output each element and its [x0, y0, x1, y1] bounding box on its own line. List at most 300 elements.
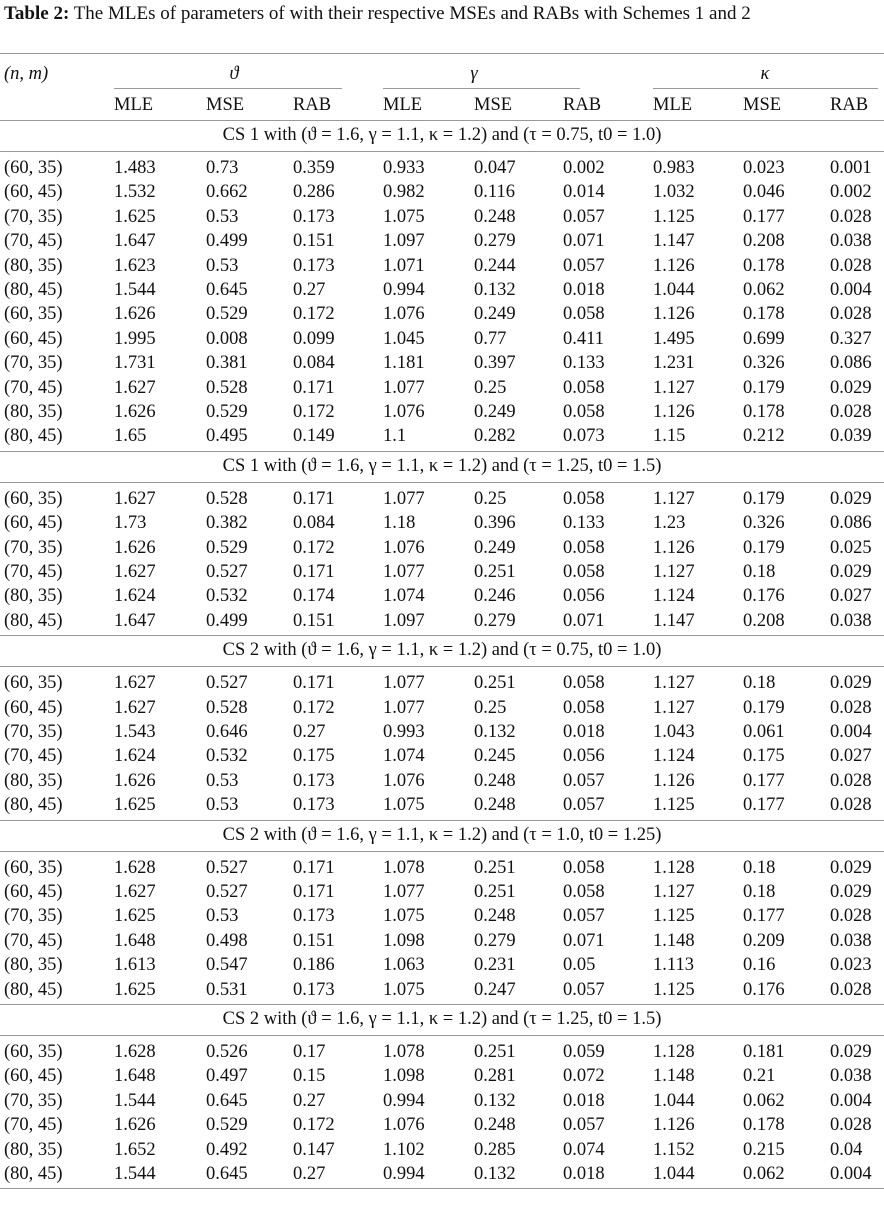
row-label: (80, 45)	[4, 426, 63, 447]
table-cell: 0.397	[474, 353, 516, 374]
table-cell: 0.699	[743, 328, 785, 349]
table-cell: 1.623	[114, 255, 156, 276]
table-cell: 0.245	[474, 746, 516, 767]
table-cell: 0.002	[563, 158, 605, 178]
table-cell: 0.176	[743, 586, 785, 607]
table-cell: 0.004	[830, 1164, 872, 1184]
table-cell: 0.028	[830, 255, 872, 276]
table-cell: 0.027	[830, 586, 872, 607]
table-cell: 0.058	[563, 697, 605, 718]
table-cell: 1.075	[383, 979, 425, 1000]
table-cell: 0.086	[830, 353, 872, 374]
table-cell: 0.396	[474, 513, 516, 534]
row-label: (70, 35)	[4, 537, 63, 558]
table-cell: 0.171	[293, 562, 335, 582]
table-cell: 1.125	[653, 979, 695, 1000]
table-cell: 0.179	[743, 488, 785, 509]
table-cell: 0.53	[206, 795, 239, 816]
row-label: (60, 35)	[4, 488, 63, 509]
row-label: (70, 35)	[4, 353, 63, 374]
table-cell: 1.624	[114, 746, 156, 767]
table-cell: 0.039	[830, 426, 872, 447]
table-cell: 0.132	[474, 722, 516, 742]
table-cell: 0.21	[743, 1066, 776, 1087]
table-cell: 0.176	[743, 979, 785, 1000]
table-cell: 0.171	[293, 857, 335, 878]
section-rule	[0, 151, 884, 152]
table-cell: 0.249	[474, 402, 516, 422]
table-cell: 0.547	[206, 955, 248, 976]
table-cell: 0.046	[743, 182, 785, 203]
section-rule	[0, 1004, 884, 1005]
table-cell: 1.063	[383, 955, 425, 976]
row-label: (80, 35)	[4, 955, 63, 976]
table-cell: 0.028	[830, 979, 872, 1000]
table-cell: 0.498	[206, 930, 248, 951]
table-cell: 1.128	[653, 857, 695, 878]
table-cell: 1.077	[383, 488, 425, 509]
section-rule	[0, 120, 884, 121]
table-cell: 0.004	[830, 722, 872, 742]
table-cell: 0.499	[206, 231, 248, 252]
table-cell: 0.038	[830, 231, 872, 252]
table-cell: 1.627	[114, 488, 156, 509]
section-title: CS 2 with (ϑ = 1.6, γ = 1.1, κ = 1.2) and (τ = 1.25, t0 = 1.5)	[222, 1009, 662, 1029]
table-cell: 0.028	[830, 1115, 872, 1136]
table-cell: 0.018	[563, 1090, 605, 1111]
table-cell: 0.028	[830, 304, 872, 325]
subcol-header: MSE	[743, 95, 782, 115]
table-cell: 0.172	[293, 402, 335, 422]
caption-text: The MLEs of parameters of with their respective MSEs and RABs with Schemes 1 and 2	[69, 3, 751, 24]
table-cell: 0.279	[474, 930, 516, 951]
table-cell: 0.531	[206, 979, 248, 1000]
table-cell: 0.25	[474, 377, 507, 398]
subcol-header: MSE	[206, 95, 245, 115]
table-cell: 0.057	[563, 795, 605, 816]
row-label: (60, 45)	[4, 513, 63, 534]
row-label: (70, 45)	[4, 746, 63, 767]
table-cell: 0.529	[206, 537, 248, 558]
table-cell: 0.038	[830, 610, 872, 631]
table-cell: 0.171	[293, 377, 335, 398]
table-cell: 1.097	[383, 610, 425, 631]
table-cell: 0.014	[563, 182, 605, 203]
table-cell: 0.282	[474, 426, 516, 447]
table-cell: 0.528	[206, 488, 248, 509]
table-cell: 0.181	[743, 1042, 785, 1062]
table-cell: 0.25	[474, 697, 507, 718]
table-cell: 1.045	[383, 328, 425, 349]
table-cell: 0.023	[743, 158, 785, 178]
table-cell: 1.126	[653, 304, 695, 325]
row-label: (80, 45)	[4, 979, 63, 1000]
row-label: (60, 45)	[4, 1066, 63, 1087]
table-cell: 0.028	[830, 906, 872, 927]
table-cell: 1.098	[383, 930, 425, 951]
table-cell: 1.126	[653, 255, 695, 276]
table-cell: 1.18	[383, 513, 416, 534]
table-cell: 0.251	[474, 882, 516, 902]
table-cell: 1.544	[114, 1164, 156, 1184]
table-cell: 0.058	[563, 304, 605, 325]
table-cell: 0.172	[293, 537, 335, 558]
table-cell: 1.148	[653, 930, 695, 951]
table-cell: 1.113	[653, 955, 694, 976]
table-cell: 1.625	[114, 206, 156, 227]
table-cell: 0.175	[743, 746, 785, 767]
table-cell: 0.527	[206, 562, 248, 582]
table-cell: 1.15	[653, 426, 686, 447]
section-rule	[0, 635, 884, 636]
table-cell: 1.626	[114, 770, 156, 791]
table-cell: 1.532	[114, 182, 156, 203]
row-label-header: (n, m)	[4, 64, 49, 84]
table-cell: 1.044	[653, 1164, 695, 1184]
table-cell: 0.002	[830, 182, 872, 203]
table-cell: 0.27	[293, 1090, 326, 1111]
table-cell: 0.53	[206, 206, 239, 227]
row-label: (70, 35)	[4, 206, 63, 227]
table-cell: 0.029	[830, 1042, 872, 1062]
table-cell: 1.624	[114, 586, 156, 607]
table-cell: 1.652	[114, 1139, 156, 1160]
table-cell: 0.529	[206, 304, 248, 325]
table-cell: 0.004	[830, 1090, 872, 1111]
table-cell: 0.982	[383, 182, 425, 203]
table-cell: 0.17	[293, 1042, 326, 1062]
table-cell: 0.53	[206, 906, 239, 927]
table-cell: 0.933	[383, 158, 425, 178]
table-cell: 0.029	[830, 857, 872, 878]
table-cell: 0.53	[206, 770, 239, 791]
table-cell: 1.625	[114, 795, 156, 816]
row-label: (70, 35)	[4, 906, 63, 927]
table-cell: 0.281	[474, 1066, 516, 1087]
table-cell: 0.151	[293, 930, 335, 951]
table-cell: 0.084	[293, 513, 335, 534]
table-cell: 0.133	[563, 353, 605, 374]
table-cell: 0.038	[830, 1066, 872, 1087]
table-cell: 0.059	[563, 1042, 605, 1062]
table-cell: 0.178	[743, 304, 785, 325]
table-cell: 1.628	[114, 1042, 156, 1062]
table-cell: 0.53	[206, 255, 239, 276]
row-label: (70, 35)	[4, 722, 63, 742]
table-cell: 0.029	[830, 673, 872, 694]
table-cell: 0.251	[474, 857, 516, 878]
section-title: CS 2 with (ϑ = 1.6, γ = 1.1, κ = 1.2) and (τ = 0.75, t0 = 1.0)	[222, 640, 662, 661]
table-cell: 0.27	[293, 280, 326, 300]
table-cell: 0.27	[293, 1164, 326, 1184]
table-cell: 1.627	[114, 562, 156, 582]
table-cell: 0.028	[830, 206, 872, 227]
table-cell: 0.027	[830, 746, 872, 767]
table-cell: 0.251	[474, 562, 516, 582]
table-cell: 0.071	[563, 610, 605, 631]
table-cell: 0.173	[293, 206, 335, 227]
table-cell: 1.148	[653, 1066, 695, 1087]
table-cell: 0.248	[474, 906, 516, 927]
row-label: (60, 35)	[4, 673, 63, 694]
section-title: CS 1 with (ϑ = 1.6, γ = 1.1, κ = 1.2) and (τ = 1.25, t0 = 1.5)	[222, 455, 662, 476]
table-cell: 0.492	[206, 1139, 248, 1160]
table-cell: 0.057	[563, 770, 605, 791]
row-label: (60, 45)	[4, 882, 63, 902]
table-cell: 0.018	[563, 1164, 605, 1184]
group-header: κ	[760, 64, 770, 84]
table-cell: 1.126	[653, 770, 695, 791]
table-cell: 1.625	[114, 906, 156, 927]
table-cell: 0.132	[474, 280, 516, 300]
table-cell: 1.076	[383, 537, 425, 558]
table-cell: 0.247	[474, 979, 516, 1000]
table-cell: 0.248	[474, 1115, 516, 1136]
table-cell: 0.028	[830, 795, 872, 816]
table-cell: 1.627	[114, 882, 156, 902]
table-cell: 0.099	[293, 328, 335, 349]
row-label: (60, 45)	[4, 328, 63, 349]
table-cell: 0.071	[563, 930, 605, 951]
table-cell: 1.127	[653, 882, 695, 902]
table-cell: 0.023	[830, 955, 872, 976]
table-cell: 0.326	[743, 513, 785, 534]
table-cell: 1.077	[383, 882, 425, 902]
row-label: (80, 35)	[4, 1139, 63, 1160]
table-cell: 1.65	[114, 426, 147, 447]
table-cell: 1.23	[653, 513, 686, 534]
table-cell: 0.248	[474, 795, 516, 816]
subcol-header: RAB	[563, 95, 602, 115]
table-cell: 0.18	[743, 673, 776, 694]
row-label: (60, 45)	[4, 697, 63, 718]
table-cell: 0.173	[293, 770, 335, 791]
table-cell: 0.25	[474, 488, 507, 509]
table-cell: 0.04	[830, 1139, 863, 1160]
table-cell: 0.18	[743, 882, 776, 902]
table-cell: 1.044	[653, 1090, 695, 1111]
table-cell: 1.627	[114, 697, 156, 718]
table-cell: 0.179	[743, 377, 785, 398]
table-cell: 1.483	[114, 158, 156, 178]
section-title: CS 1 with (ϑ = 1.6, γ = 1.1, κ = 1.2) and (τ = 0.75, t0 = 1.0)	[222, 125, 662, 145]
table-cell: 0.151	[293, 231, 335, 252]
table-cell: 1.077	[383, 562, 425, 582]
table-cell: 0.177	[743, 770, 785, 791]
subcol-header: MLE	[653, 95, 693, 115]
table-cell: 0.532	[206, 586, 248, 607]
table-cell: 0.249	[474, 304, 516, 325]
bottom-rule	[0, 1188, 884, 1189]
table-cell: 0.028	[830, 770, 872, 791]
table-cell: 0.025	[830, 537, 872, 558]
table-cell: 0.248	[474, 770, 516, 791]
table-cell: 0.057	[563, 255, 605, 276]
table-cell: 0.173	[293, 255, 335, 276]
group-rule	[114, 88, 342, 89]
table-cell: 0.212	[743, 426, 785, 447]
table-cell: 1.73	[114, 513, 147, 534]
row-label: (70, 45)	[4, 562, 63, 582]
row-label: (80, 35)	[4, 770, 63, 791]
table-cell: 0.132	[474, 1090, 516, 1111]
table-cell: 0.248	[474, 206, 516, 227]
table-cell: 1.628	[114, 857, 156, 878]
table-cell: 0.994	[383, 1164, 425, 1184]
table-cell: 0.062	[743, 1164, 785, 1184]
table-cell: 1.648	[114, 1066, 156, 1087]
table-cell: 0.029	[830, 882, 872, 902]
table-cell: 0.058	[563, 488, 605, 509]
table-cell: 1.127	[653, 562, 695, 582]
table-cell: 1.125	[653, 906, 695, 927]
table-cell: 1.044	[653, 280, 695, 300]
table-cell: 0.171	[293, 673, 335, 694]
row-label: (70, 45)	[4, 1115, 63, 1136]
table-cell: 0.73	[206, 158, 239, 178]
table-cell: 1.544	[114, 1090, 156, 1111]
table-cell: 0.527	[206, 673, 248, 694]
table-cell: 0.645	[206, 280, 248, 300]
table-cell: 0.178	[743, 1115, 785, 1136]
table-cell: 1.074	[383, 746, 425, 767]
table-cell: 1.127	[653, 377, 695, 398]
table-cell: 1.078	[383, 1042, 425, 1062]
table-cell: 0.528	[206, 377, 248, 398]
table-cell: 1.995	[114, 328, 156, 349]
table-cell: 0.208	[743, 231, 785, 252]
table-cell: 0.251	[474, 1042, 516, 1062]
row-label: (70, 45)	[4, 930, 63, 951]
table-cell: 1.077	[383, 377, 425, 398]
table-cell: 0.062	[743, 280, 785, 300]
row-label: (80, 45)	[4, 610, 63, 631]
table-cell: 0.249	[474, 537, 516, 558]
table-cell: 0.001	[830, 158, 872, 178]
table-cell: 0.246	[474, 586, 516, 607]
table-cell: 0.171	[293, 882, 335, 902]
table-cell: 0.047	[474, 158, 516, 178]
table-cell: 0.532	[206, 746, 248, 767]
table-cell: 0.084	[293, 353, 335, 374]
table-cell: 1.626	[114, 402, 156, 422]
table-cell: 0.18	[743, 857, 776, 878]
row-label: (80, 45)	[4, 280, 63, 300]
section-rule	[0, 451, 884, 452]
table-cell: 0.662	[206, 182, 248, 203]
table-cell: 0.028	[830, 697, 872, 718]
table-cell: 0.209	[743, 930, 785, 951]
table-cell: 0.028	[830, 402, 872, 422]
table-cell: 1.152	[653, 1139, 695, 1160]
table-cell: 0.359	[293, 158, 335, 178]
table-cell: 0.151	[293, 610, 335, 631]
table-cell: 0.058	[563, 377, 605, 398]
table-cell: 1.181	[383, 353, 425, 374]
table-cell: 1.074	[383, 586, 425, 607]
table-cell: 0.994	[383, 280, 425, 300]
row-label: (60, 35)	[4, 304, 63, 325]
section-rule	[0, 666, 884, 667]
table-cell: 0.231	[474, 955, 516, 976]
table-cell: 1.647	[114, 610, 156, 631]
table-cell: 0.527	[206, 857, 248, 878]
section-rule	[0, 851, 884, 852]
table-cell: 0.215	[743, 1139, 785, 1160]
table-cell: 1.625	[114, 979, 156, 1000]
table-cell: 1.627	[114, 673, 156, 694]
table-cell: 1.102	[383, 1139, 425, 1160]
table-cell: 1.647	[114, 231, 156, 252]
table-cell: 1.076	[383, 770, 425, 791]
table-cell: 1.075	[383, 206, 425, 227]
table-cell: 0.058	[563, 562, 605, 582]
table-cell: 0.994	[383, 1090, 425, 1111]
table-cell: 0.029	[830, 488, 872, 509]
table-cell: 0.174	[293, 586, 335, 607]
table-cell: 1.043	[653, 722, 695, 742]
table-cell: 1.147	[653, 231, 695, 252]
table-cell: 0.029	[830, 377, 872, 398]
table-cell: 1.127	[653, 697, 695, 718]
table-cell: 0.208	[743, 610, 785, 631]
table-cell: 0.495	[206, 426, 248, 447]
table-cell: 0.286	[293, 182, 335, 203]
subcol-header: MLE	[383, 95, 423, 115]
table-cell: 1.126	[653, 402, 695, 422]
table-cell: 0.058	[563, 537, 605, 558]
section-title: CS 2 with (ϑ = 1.6, γ = 1.1, κ = 1.2) and (τ = 1.0, t0 = 1.25)	[222, 824, 662, 845]
table-cell: 0.116	[474, 182, 515, 203]
table-cell: 0.133	[563, 513, 605, 534]
table-cell: 0.173	[293, 795, 335, 816]
table-cell: 1.097	[383, 231, 425, 252]
table-cell: 0.645	[206, 1164, 248, 1184]
table-cell: 0.056	[563, 586, 605, 607]
table-cell: 0.057	[563, 1115, 605, 1136]
table-cell: 1.128	[653, 1042, 695, 1062]
table-cell: 0.77	[474, 328, 507, 349]
table-cell: 1.071	[383, 255, 425, 276]
table-cell: 1.124	[653, 586, 695, 607]
table-cell: 1.076	[383, 402, 425, 422]
table-cell: 0.172	[293, 304, 335, 325]
table-cell: 0.149	[293, 426, 335, 447]
row-label: (60, 35)	[4, 1042, 63, 1062]
table-cell: 0.251	[474, 673, 516, 694]
table-cell: 0.177	[743, 795, 785, 816]
table-cell: 1.648	[114, 930, 156, 951]
table-cell: 0.057	[563, 906, 605, 927]
table-cell: 0.057	[563, 206, 605, 227]
table-cell: 1.098	[383, 1066, 425, 1087]
table-cell: 0.983	[653, 158, 695, 178]
row-label: (80, 35)	[4, 402, 63, 422]
table-cell: 0.062	[743, 1090, 785, 1111]
table-cell: 0.132	[474, 1164, 516, 1184]
table-cell: 0.529	[206, 402, 248, 422]
table-cell: 0.057	[563, 979, 605, 1000]
table-cell: 1.613	[114, 955, 156, 976]
subcol-header: RAB	[830, 95, 869, 115]
table-cell: 0.173	[293, 979, 335, 1000]
table-cell: 0.061	[743, 722, 785, 742]
table-cell: 1.077	[383, 697, 425, 718]
table-cell: 0.071	[563, 231, 605, 252]
table-cell: 0.175	[293, 746, 335, 767]
table-cell: 0.05	[563, 955, 596, 976]
table-cell: 0.327	[830, 328, 872, 349]
